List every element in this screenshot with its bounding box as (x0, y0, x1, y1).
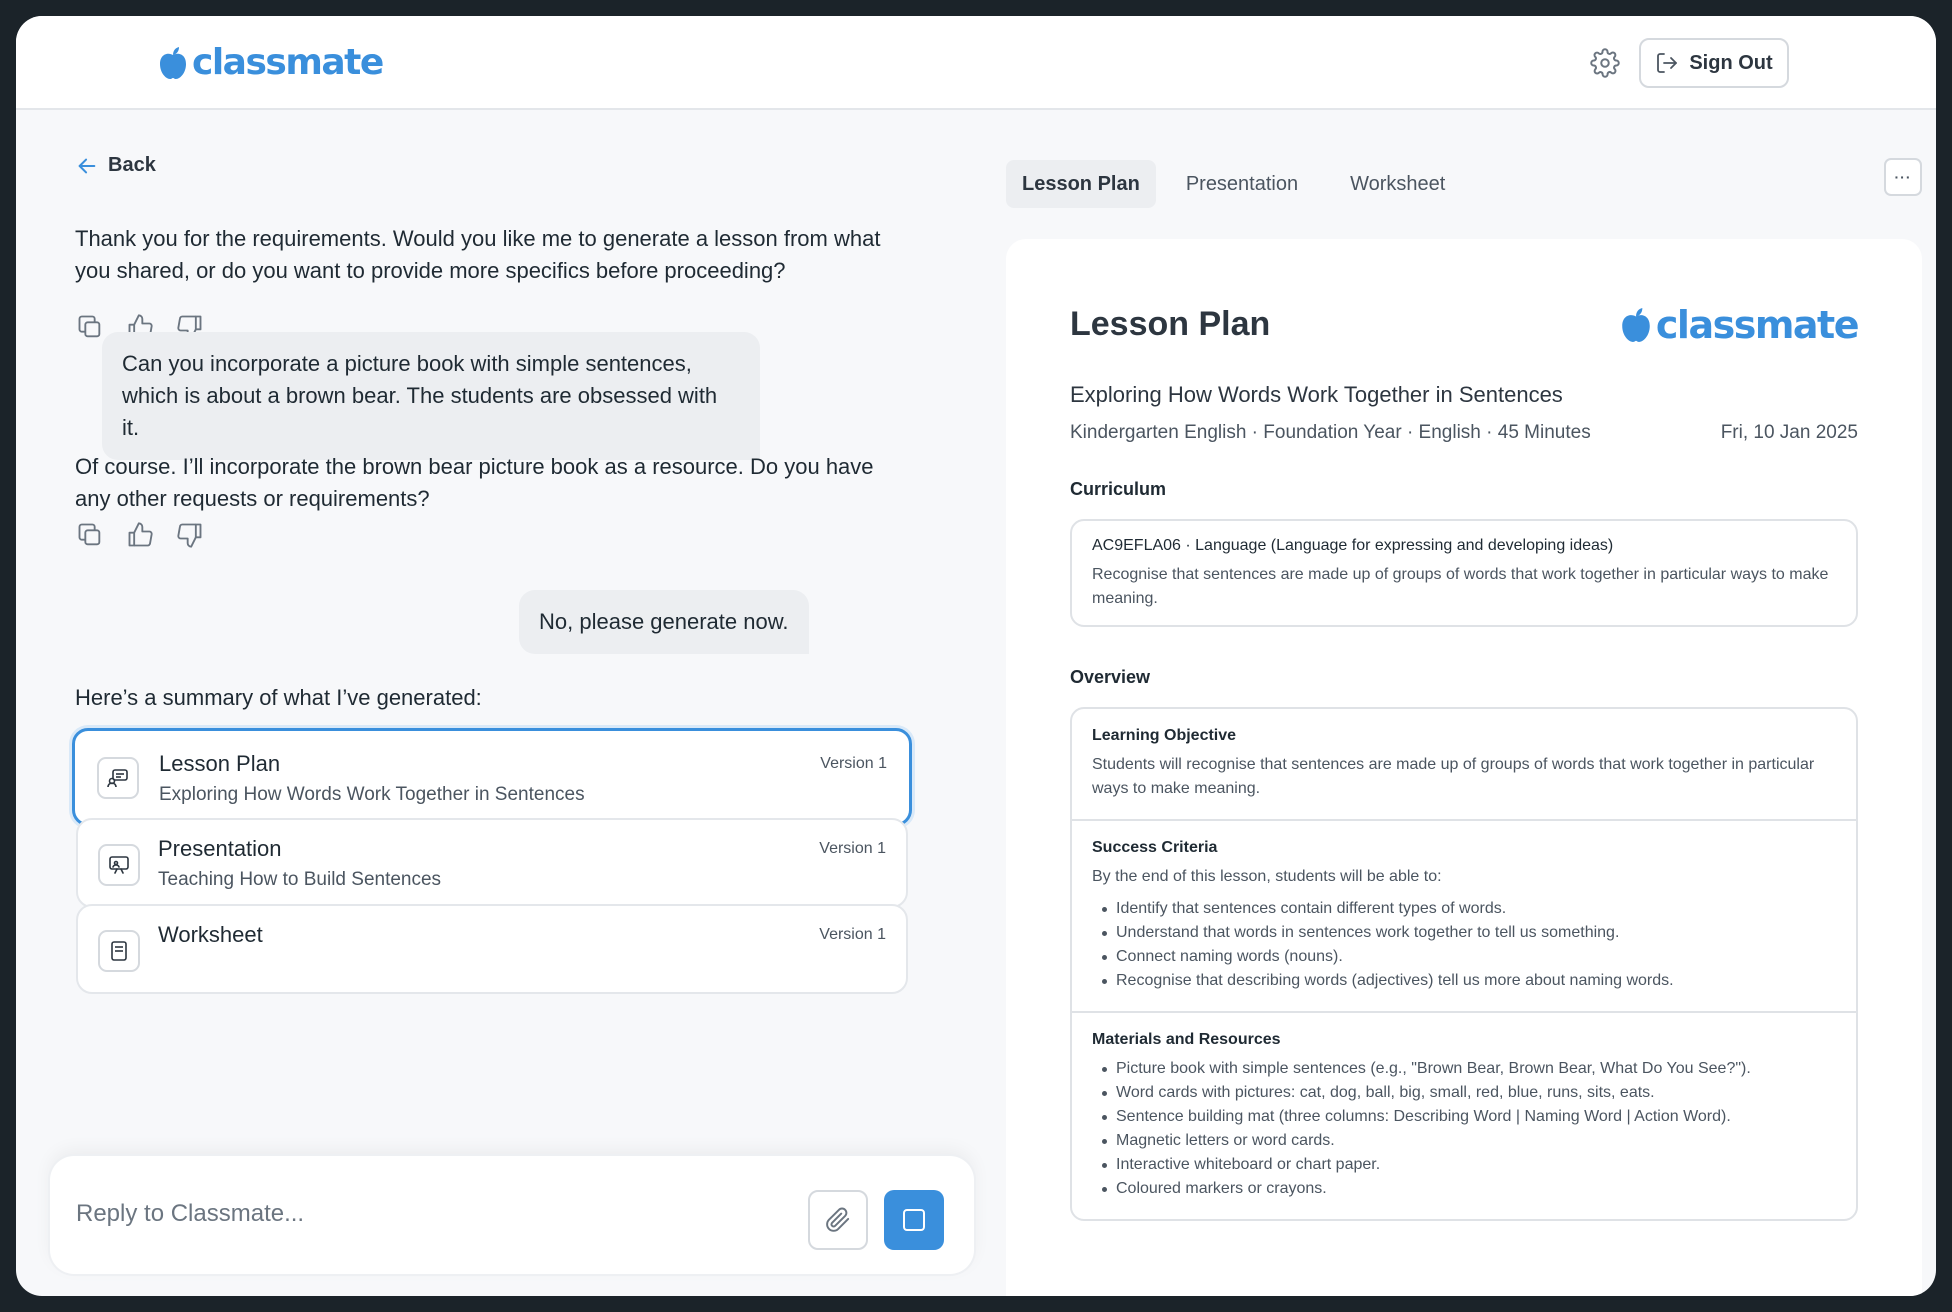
materials-heading: Materials and Resources (1092, 1031, 1281, 1048)
sign-out-label: Sign Out (1689, 51, 1773, 74)
list-item: Connect naming words (nouns). (1092, 945, 1836, 969)
overview-heading: Overview (1070, 667, 1151, 687)
lesson-plan-icon (97, 757, 139, 799)
stop-icon (903, 1209, 925, 1231)
sign-out-button[interactable] (1639, 38, 1789, 88)
list-item: Magnetic letters or word cards. (1092, 1129, 1836, 1153)
card-title: Worksheet (158, 922, 263, 947)
curriculum-description: Recognise that sentences are made up of groups of words that work together in particular ways to make meaning. (1092, 566, 1829, 607)
list-item: Word cards with pictures: cat, dog, ball, big, small, red, blue, runs, sits, eats. (1092, 1081, 1836, 1105)
back-link[interactable] (76, 154, 156, 177)
learning-objective-text: Students will recognise that sentences are made up of groups of words that work together in particular ways to make meaning. (1092, 756, 1815, 797)
lesson-title: Exploring How Words Work Together in Sentences (1070, 382, 1563, 407)
curriculum-heading: Curriculum (1070, 479, 1167, 499)
generated-card-lesson-plan[interactable] (72, 728, 912, 826)
assistant-message: Thank you for the requirements. Would you like me to generate a lesson from what you shared, or do you want to provide more specifics before proceeding? (75, 226, 881, 283)
top-bar (16, 16, 1936, 110)
card-version: Version 1 (820, 755, 887, 772)
classmate-logo[interactable] (158, 42, 383, 83)
tab-presentation[interactable]: Presentation (1185, 172, 1299, 195)
arrow-left-icon (76, 155, 98, 177)
materials-list (1092, 1057, 1836, 1201)
list-item: Interactive whiteboard or chart paper. (1092, 1153, 1836, 1177)
reply-input[interactable]: Reply to Classmate... (76, 1200, 305, 1227)
lesson-meta: Kindergarten English · Foundation Year · English · 45 Minutes (1070, 422, 1591, 443)
card-subtitle: Teaching How to Build Sentences (158, 869, 442, 890)
generated-card-worksheet[interactable] (76, 904, 908, 994)
more-options-button[interactable]: ··· (1884, 158, 1922, 196)
copy-icon[interactable] (76, 313, 104, 341)
attach-button[interactable] (808, 1190, 868, 1250)
list-item: Sentence building mat (three columns: Describing Word | Naming Word | Action Word). (1092, 1105, 1836, 1129)
stop-button[interactable] (884, 1190, 944, 1250)
thumbs-up-icon[interactable] (126, 521, 154, 549)
list-item: Picture book with simple sentences (e.g., "Brown Bear, Brown Bear, What Do You See?"). (1092, 1057, 1836, 1081)
worksheet-icon (98, 930, 140, 972)
sign-out-icon (1655, 51, 1679, 75)
reply-composer (50, 1156, 974, 1274)
list-item: Recognise that describing words (adjectives) tell us more about naming words. (1092, 969, 1836, 993)
learning-objective-heading: Learning Objective (1092, 727, 1237, 744)
paperclip-icon (825, 1207, 851, 1233)
back-label: Back (108, 154, 156, 176)
curriculum-code: AC9EFLA06 · Language (Language for expressing and developing ideas) (1092, 537, 1614, 554)
copy-icon[interactable] (76, 521, 104, 549)
success-criteria-intro: By the end of this lesson, students will be able to: (1092, 868, 1442, 885)
overview-box (1070, 707, 1858, 1221)
success-criteria-heading: Success Criteria (1092, 839, 1218, 856)
materials-resources (1072, 1013, 1856, 1219)
apple-icon (158, 46, 188, 80)
user-message: Can you incorporate a picture book with simple sentences, which is about a brown bear. The students are obsessed with it. (102, 332, 760, 460)
assistant-message: Of course. I’ll incorporate the brown bear picture book as a resource. Do you have any other requests or requirements? (75, 454, 874, 511)
apple-icon (1620, 307, 1652, 343)
logo-wordmark: classmate (192, 42, 383, 83)
document-tabs (1006, 160, 1467, 208)
curriculum-box (1070, 519, 1858, 627)
logo-wordmark: classmate (1655, 303, 1858, 347)
lesson-plan-document (1006, 239, 1922, 1296)
classmate-logo (1620, 303, 1858, 347)
user-message: No, please generate now. (519, 590, 809, 654)
success-criteria-list (1092, 897, 1836, 993)
document-heading: Lesson Plan (1070, 305, 1271, 343)
presentation-icon (98, 844, 140, 886)
list-item: Coloured markers or crayons. (1092, 1177, 1836, 1201)
success-criteria (1072, 821, 1856, 1013)
thumbs-down-icon[interactable] (176, 521, 204, 549)
card-version: Version 1 (819, 926, 886, 943)
assistant-message: Here’s a summary of what I’ve generated: (75, 685, 482, 710)
card-title: Presentation (158, 836, 282, 861)
app-window (16, 16, 1936, 1296)
tab-lesson-plan[interactable]: Lesson Plan (1006, 160, 1156, 208)
message-actions (76, 521, 204, 549)
generated-card-presentation[interactable] (76, 818, 908, 908)
tab-worksheet[interactable]: Worksheet (1350, 172, 1446, 195)
list-item: Understand that words in sentences work together to tell us something. (1092, 921, 1836, 945)
card-title: Lesson Plan (159, 751, 281, 776)
gear-icon[interactable] (1590, 48, 1620, 78)
learning-objective (1072, 709, 1856, 821)
card-version: Version 1 (819, 840, 886, 857)
card-subtitle: Exploring How Words Work Together in Sentences (159, 784, 585, 805)
lesson-date: Fri, 10 Jan 2025 (1720, 422, 1858, 443)
list-item: Identify that sentences contain different types of words. (1092, 897, 1836, 921)
